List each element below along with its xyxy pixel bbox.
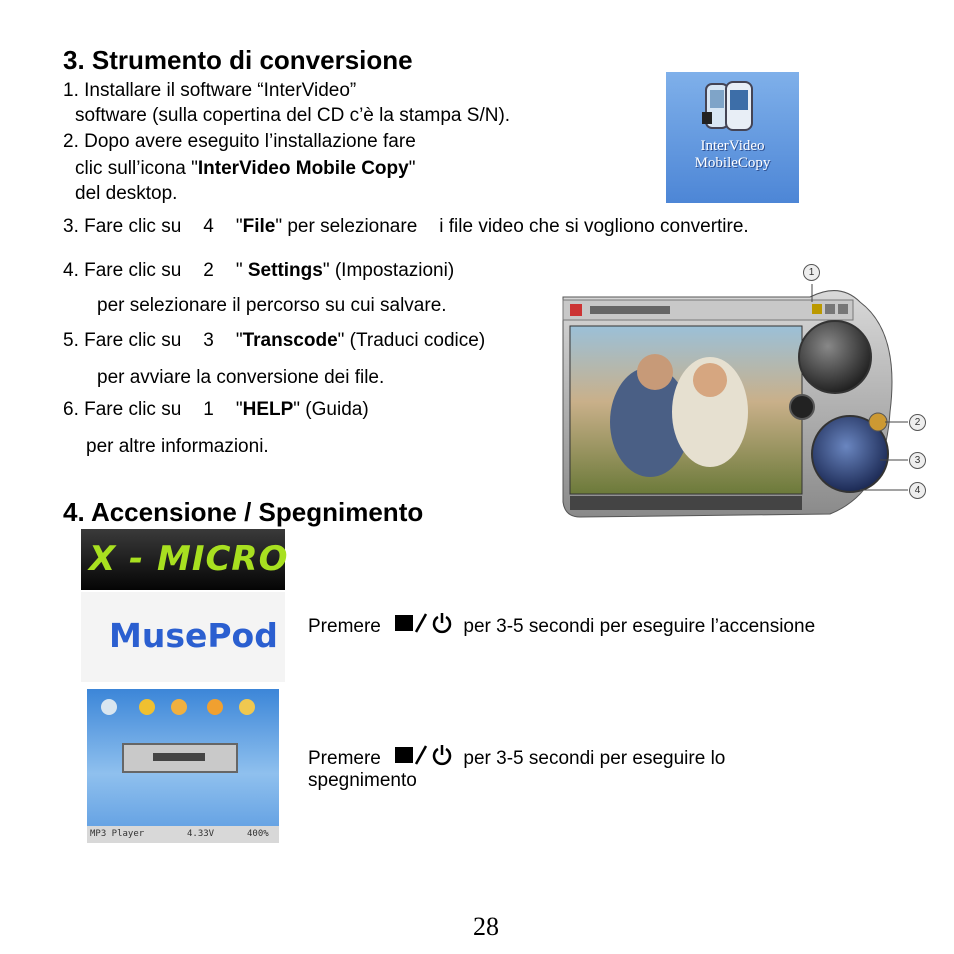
power-on-instruction: Premere per 3-5 secondi per eseguire l’accensione <box>308 612 815 640</box>
step1-line1: 1. Installare il software “InterVideo” <box>63 80 357 101</box>
step6-line2: per altre informazioni. <box>86 436 269 457</box>
step4-line: 4. Fare clic su 2 " Settings" (Impostazioni) <box>63 260 455 281</box>
callout-3: 3 <box>909 452 926 469</box>
step4-line2: per selezionare il percorso su cui salvare. <box>97 295 447 316</box>
stop-power-icon <box>394 612 452 640</box>
screen-status-right: 400% <box>247 829 269 839</box>
step1-line2: software (sulla copertina del CD c’è la stampa S/N). <box>75 105 511 126</box>
step5-line2: per avviare la conversione dei file. <box>97 367 385 388</box>
xmicro-logo-text: X - MICRO <box>89 539 289 579</box>
icon-label-line1: InterVideo <box>700 138 765 154</box>
section-title-power: 4. Accensione / Spegnimento <box>63 497 424 527</box>
screen-status-mid: 4.33V <box>187 829 215 839</box>
screen-status-left: MP3 Player <box>90 829 145 839</box>
callout-1: 1 <box>803 264 820 281</box>
step3-line: 3. Fare clic su 4 "File" per selezionare i file video che si vogliono convertire. <box>63 216 749 237</box>
stop-power-icon <box>394 744 452 772</box>
mobile-copy-app-screenshot <box>560 262 930 528</box>
musepod-logo <box>81 592 285 682</box>
step2-line1: 2. Dopo avere eseguito l’installazione fare <box>63 131 416 152</box>
app-window-illustration <box>560 262 930 528</box>
intervideo-desktop-icon <box>666 72 799 203</box>
callout-2: 2 <box>909 414 926 431</box>
step5-line: 5. Fare clic su 3 "Transcode" (Traduci codice) <box>63 330 486 351</box>
step2-line3: del desktop. <box>75 183 178 204</box>
device-screen-image <box>87 689 279 843</box>
section-title-conversion: 3. Strumento di conversione <box>63 45 413 75</box>
power-off-instruction-line2: spegnimento <box>308 770 417 791</box>
page-number: 28 <box>473 912 499 941</box>
callout-4: 4 <box>909 482 926 499</box>
power-off-instruction: Premere per 3-5 secondi per eseguire lo <box>308 744 725 772</box>
xmicro-logo <box>81 529 289 590</box>
icon-label-line2: MobileCopy <box>694 155 771 171</box>
step6-line: 6. Fare clic su 1 "HELP" (Guida) <box>63 399 369 420</box>
musepod-logo-text: MusePod <box>109 616 278 655</box>
step2-line2: clic sull’icona "InterVideo Mobile Copy" <box>75 158 416 179</box>
